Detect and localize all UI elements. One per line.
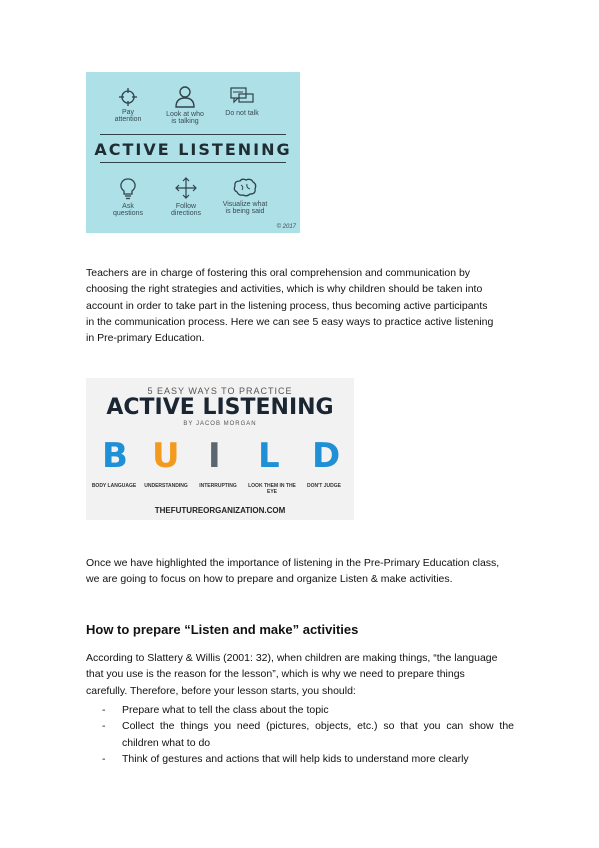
paragraph-intro: [86, 265, 514, 346]
letter-label: UNDERSTANDING: [144, 483, 188, 489]
text-line: choosing the right strategies and activities, which is why children should be taken into: [86, 283, 483, 296]
infographic-subtitle: 5 EASY WAYS TO PRACTICE: [147, 386, 293, 396]
target-icon: [119, 88, 137, 106]
text-line: in the communication process. Here we can see 5 easy ways to practice active listening: [86, 315, 494, 328]
icon-label: Visualize what is being said: [222, 201, 268, 215]
icon-label: Follow directions: [171, 203, 201, 217]
lightbulb-icon-group: [108, 178, 148, 217]
list-item: [102, 751, 514, 767]
letter-i: I: [208, 436, 221, 476]
arrows-move-icon: [174, 176, 198, 200]
list-dash: -: [102, 704, 106, 716]
lightbulb-icon: [120, 178, 136, 200]
infographic-title: ACTIVE LISTENING: [106, 395, 334, 420]
text-line: Once we have highlighted the importance of listening in the Pre-Primary Education class,: [86, 557, 500, 569]
active-listening-infographic: [86, 72, 300, 233]
letter-u: U: [152, 436, 180, 476]
letter-label: LOOK THEM IN THE EYE: [248, 483, 296, 495]
speech-bubbles-icon-group: [222, 87, 262, 117]
text-line: carefully. Therefore, before your lesson starts, you should:: [86, 684, 356, 697]
list-dash: -: [102, 752, 106, 765]
text-line: we are going to focus on how to prepare and organize Listen & make activities.: [86, 573, 453, 586]
divider-top: [100, 134, 286, 135]
letter-label: INTERRUPTING: [199, 483, 237, 489]
text-line: account in order to take part in the listening process, thus becoming active participants: [86, 299, 488, 312]
text-line: Teachers are in charge of fostering this oral comprehension and communication by: [86, 267, 471, 279]
letter-b: B: [102, 436, 128, 476]
divider-bottom: [100, 162, 286, 163]
infographic-url: THEFUTUREORGANIZATION.COM: [154, 506, 286, 515]
list-dash: -: [102, 720, 106, 733]
letter-d: D: [312, 436, 341, 476]
paragraph-transition: [86, 555, 514, 588]
letter-l: L: [258, 436, 280, 476]
arrows-move-icon-group: [166, 176, 206, 217]
list-item-text: Collect the things you need (pictures, objects, etc.) so that you can show the children what to do: [122, 720, 514, 749]
list-item-text: Think of gestures and actions that will help kids to understand more clearly: [122, 752, 469, 765]
section-heading: How to prepare “Listen and make” activities: [86, 622, 359, 637]
build-infographic: [86, 378, 354, 520]
text-line: that you use is the reason for the lesson”, which is why we need to prepare things: [86, 668, 465, 681]
person-icon-group: [164, 86, 206, 125]
target-icon-group: [108, 88, 148, 123]
icon-label: Do not talk: [225, 110, 259, 117]
preparation-list: [102, 702, 514, 767]
icon-label: Look at who is talking: [166, 111, 204, 125]
brain-icon-group: [220, 178, 270, 215]
icon-label: Pay attention: [114, 109, 142, 123]
letter-label: BODY LANGUAGE: [91, 483, 137, 489]
image-credit: © 2017: [276, 224, 296, 230]
infographic-byline: BY JACOB MORGAN: [183, 421, 257, 427]
paragraph-slattery-willis: [86, 650, 514, 699]
text-line: According to Slattery & Willis (2001: 32), when children are making things, “the language: [86, 652, 498, 664]
list-item-text: Prepare what to tell the class about the topic: [122, 704, 329, 716]
text-line: in Pre-primary Education.: [86, 332, 205, 345]
brain-icon: [232, 178, 258, 198]
infographic-heading: ACTIVE LISTENING: [94, 140, 292, 159]
list-item: [102, 702, 514, 718]
speech-bubbles-icon: [230, 87, 254, 107]
list-item: [102, 718, 514, 751]
letter-label: DON'T JUDGE: [307, 483, 341, 489]
icon-label: Ask questions: [113, 203, 143, 217]
person-icon: [175, 86, 195, 108]
